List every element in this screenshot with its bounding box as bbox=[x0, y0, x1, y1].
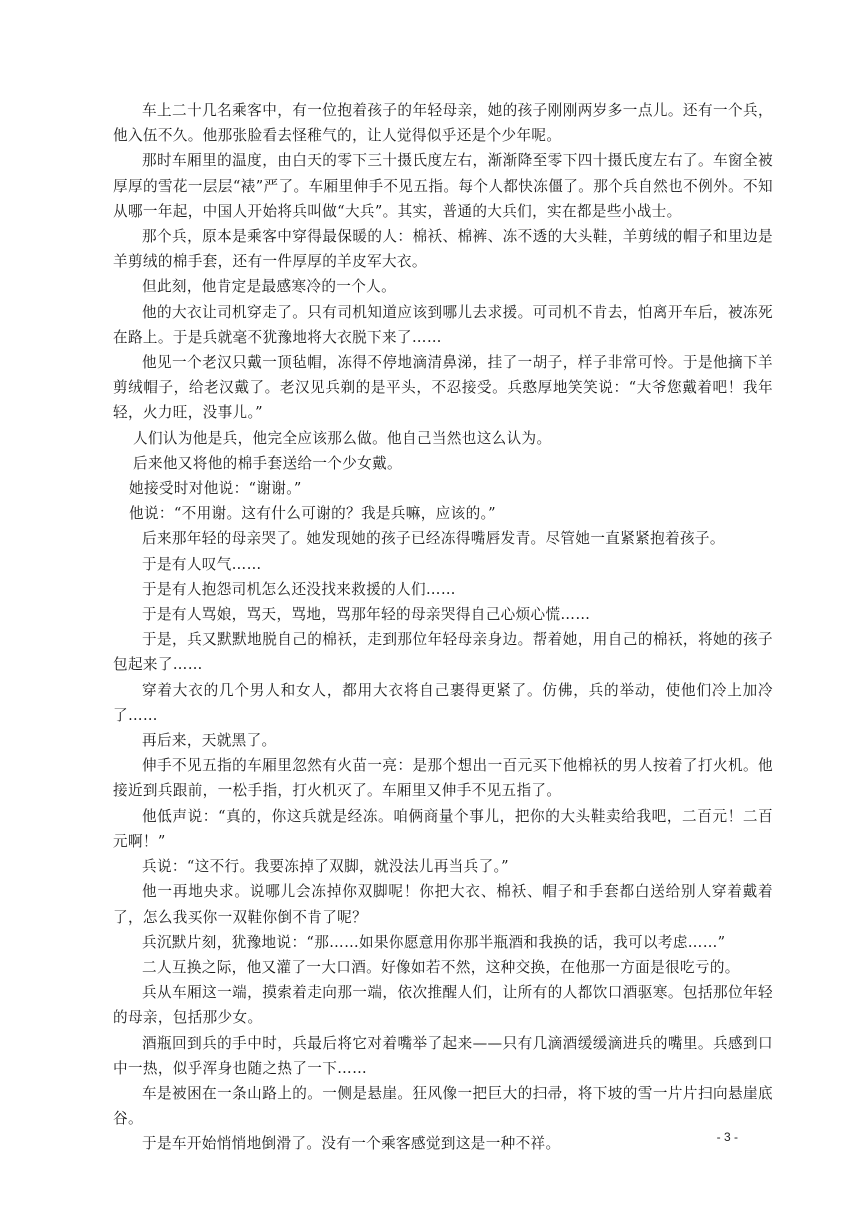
paragraph: 车上二十几名乘客中，有一位抱着孩子的年轻母亲，她的孩子刚刚两岁多一点儿。还有一个兵，他入伍不久。他那张脸看去怪稚气的，让人觉得似乎还是个少年呢。 bbox=[113, 102, 773, 145]
paragraph: 于是有人叹气…… bbox=[142, 555, 262, 573]
paragraph: 于是有人骂娘，骂天，骂地，骂那年轻的母亲哭得自己心烦心慌…… bbox=[142, 606, 591, 624]
paragraph: 他一再地央求。说哪儿会冻掉你双脚呢！你把大衣、棉袄、帽子和手套都白送给别人穿着戴着了，怎么我买你一双鞋你倒不肯了呢？ bbox=[113, 883, 773, 926]
paragraph: 车是被困在一条山路上的。一侧是悬崖。狂风像一把巨大的扫帚，将下坡的雪一片片扫向悬崖底谷。 bbox=[113, 1084, 773, 1128]
paragraph: 后来那年轻的母亲哭了。她发现她的孩子已经冻得嘴唇发青。尽管她一直紧紧抱着孩子。 bbox=[142, 530, 725, 548]
paragraph: 他说：“不用谢。这有什么可谢的？我是兵嘛，应该的。” bbox=[129, 505, 496, 523]
paragraph: 兵沉默片刻，犹豫地说：“那……如果你愿意用你那半瓶酒和我换的话，我可以考虑……” bbox=[142, 933, 726, 951]
paragraph: 于是有人抱怨司机怎么还没找来救援的人们…… bbox=[142, 580, 456, 598]
document-body bbox=[113, 98, 773, 1157]
paragraph: 再后来，天就黑了。 bbox=[142, 732, 277, 750]
paragraph: 人们认为他是兵，他完全应该那么做。他自己当然也这么认为。 bbox=[133, 429, 552, 447]
paragraph: 她接受时对他说：“谢谢。” bbox=[129, 480, 302, 498]
paragraph: 于是，兵又默默地脱自己的棉袄，走到那位年轻母亲身边。帮着她，用自己的棉袄，将她的孩子包起来了…… bbox=[113, 631, 773, 674]
paragraph: 于是车开始悄悄地倒滑了。没有一个乘客感觉到这是一种不祥。 bbox=[142, 1135, 561, 1153]
paragraph: 那个兵，原本是乘客中穿得最保暖的人：棉袄、棉裤、冻不透的大头鞋，羊剪绒的帽子和里边是羊剪绒的棉手套，还有一件厚厚的羊皮军大衣。 bbox=[113, 228, 773, 271]
paragraph: 那时车厢里的温度，由白天的零下三十摄氏度左右，渐渐降至零下四十摄氏度左右了。车窗全被厚厚的雪花一层层“裱”严了。车厢里伸手不见五指。每个人都快冻僵了。那个兵自然也不例外。不知从哪一年起，中国人开始将兵叫做“大兵”。其实，普通的大兵们，实在都是些小战士。 bbox=[113, 152, 773, 220]
paragraph: 他见一个老汉只戴一顶毡帽，冻得不停地滴清鼻涕，挂了一胡子，样子非常可怜。于是他摘下羊剪绒帽子，给老汉戴了。老汉见兵剃的是平头，不忍接受。兵憨厚地笑笑说：“大爷您戴着吧！我年轻，火力旺，没事儿。” bbox=[113, 354, 773, 422]
paragraph: 兵从车厢这一端，摸索着走向那一端，依次推醒人们，让所有的人都饮口酒驱寒。包括那位年轻的母亲，包括那少女。 bbox=[113, 984, 773, 1027]
page-number: - 3 - bbox=[716, 1130, 738, 1144]
paragraph: 二人互换之际，他又灌了一大口酒。好像如若不然，这种交换，在他那一方面是很吃亏的。 bbox=[142, 958, 740, 976]
paragraph: 他低声说：“真的，你这兵就是经冻。咱俩商量个事儿，把你的大头鞋卖给我吧，二百元！二百元啊！” bbox=[113, 807, 773, 850]
paragraph: 穿着大衣的几个男人和女人，都用大衣将自己裹得更紧了。仿佛，兵的举动，使他们冷上加冷了…… bbox=[113, 681, 773, 724]
paragraph: 后来他又将他的棉手套送给一个少女戴。 bbox=[133, 454, 402, 472]
paragraph: 伸手不见五指的车厢里忽然有火苗一亮：是那个想出一百元买下他棉袄的男人按着了打火机。他接近到兵跟前，一松手指，打火机灭了。车厢里又伸手不见五指了。 bbox=[113, 757, 773, 800]
paragraph: 他的大衣让司机穿走了。只有司机知道应该到哪儿去求援。可司机不肯去，怕离开车后，被冻死在路上。于是兵就毫不犹豫地将大衣脱下来了…… bbox=[113, 303, 773, 346]
paragraph: 兵说：“这不行。我要冻掉了双脚，就没法儿再当兵了。” bbox=[142, 858, 509, 876]
paragraph: 但此刻，他肯定是最感寒冷的一个人。 bbox=[142, 278, 397, 296]
paragraph: 酒瓶回到兵的手中时，兵最后将它对着嘴举了起来——只有几滴酒缓缓滴进兵的嘴里。兵感到口中一热，似乎浑身也随之热了一下…… bbox=[113, 1034, 773, 1077]
